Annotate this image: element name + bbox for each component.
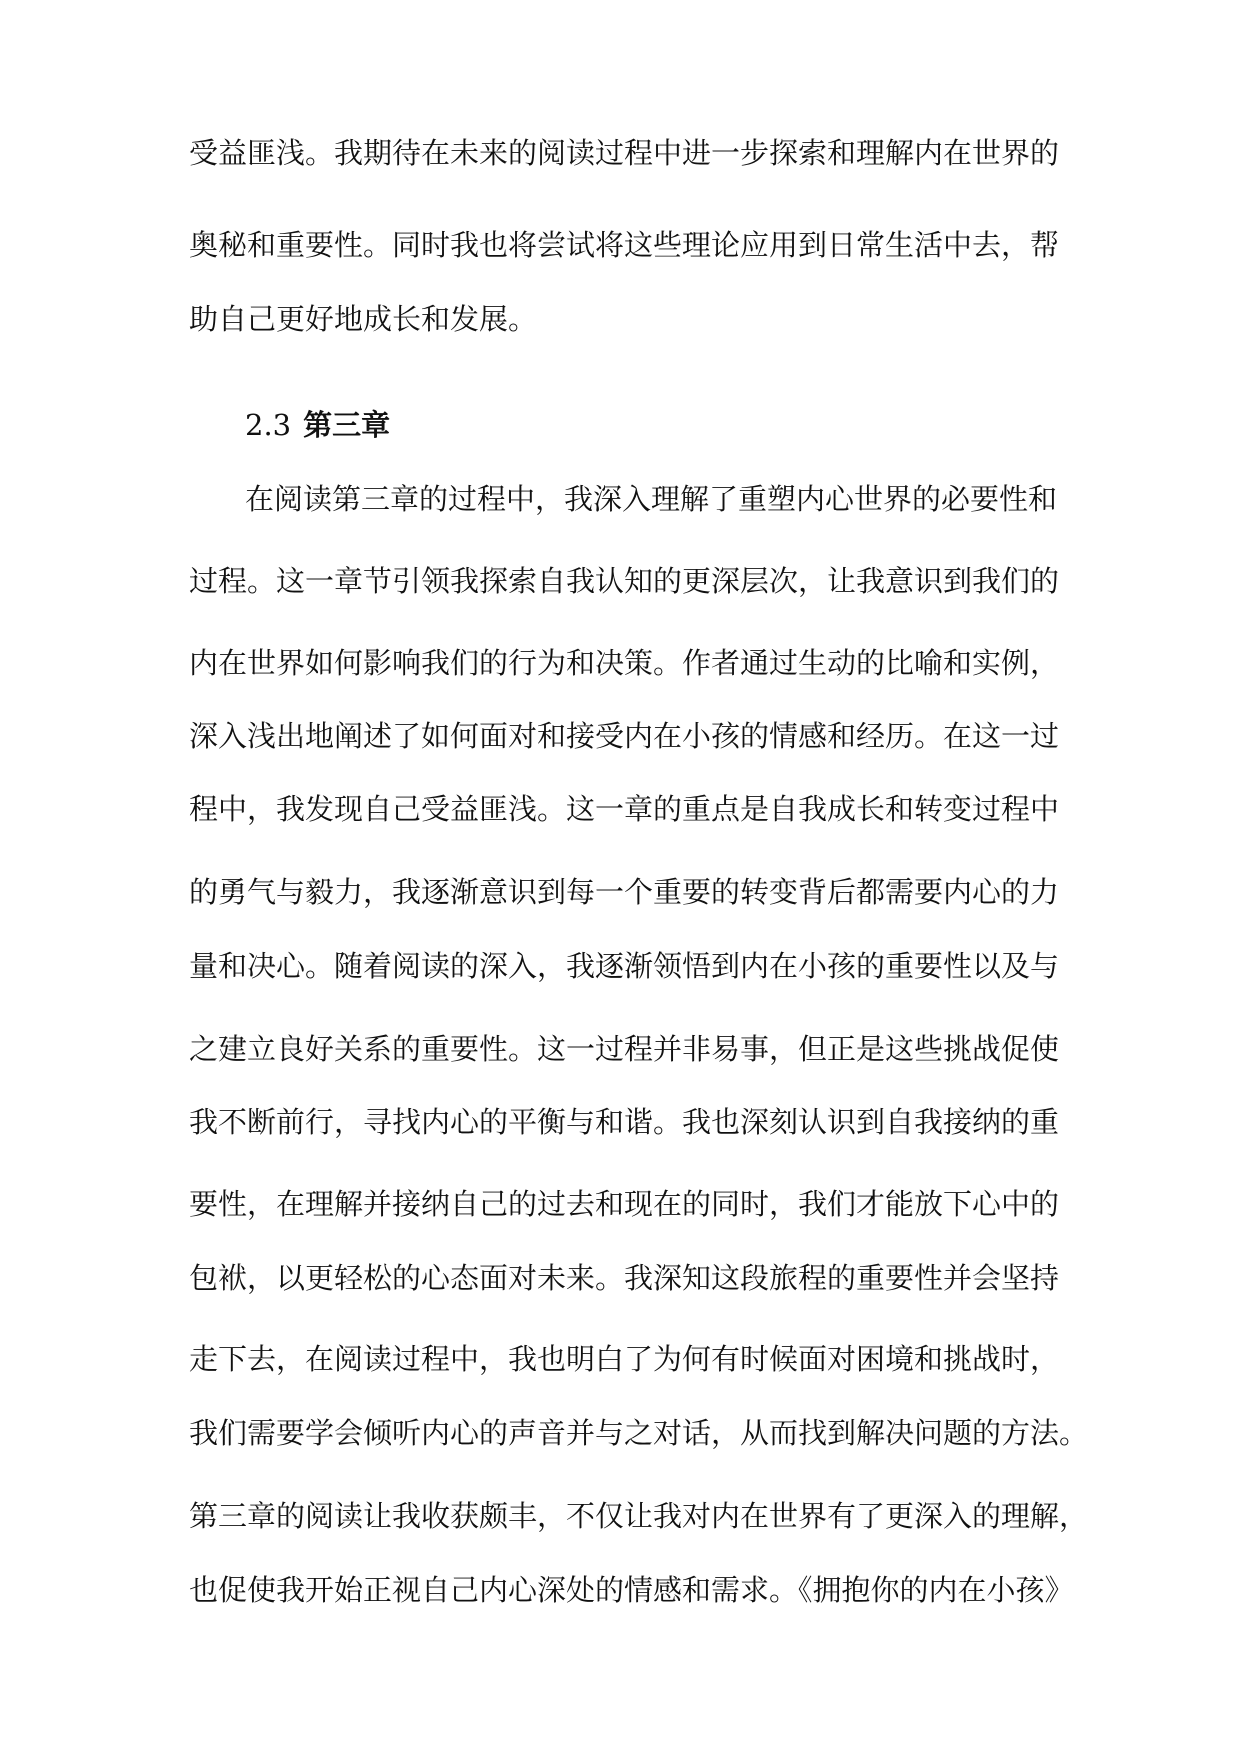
main-line-1: 在阅读第三章的过程中，我深入理解了重塑内心世界的必要性和: [245, 482, 1058, 516]
main-line-15: 也促使我开始正视自己内心深处的情感和需求。《拥抱你的内在小孩》: [189, 1573, 1074, 1607]
section-number: 2.3: [245, 408, 292, 442]
main-line-9: 我不断前行，寻找内心的平衡与和谐。我也深刻认识到自我接纳的重: [189, 1105, 1060, 1139]
main-line-7: 量和决心。随着阅读的深入，我逐渐领悟到内在小孩的重要性以及与: [189, 949, 1060, 983]
section-heading: [245, 405, 390, 445]
main-line-3: 内在世界如何影响我们的行为和决策。作者通过生动的比喻和实例，: [189, 646, 1060, 680]
main-line-10: 要性，在理解并接纳自己的过去和现在的同时，我们才能放下心中的: [189, 1187, 1060, 1221]
main-line-14: 第三章的阅读让我收获颇丰，不仅让我对内在世界有了更深入的理解，: [189, 1499, 1089, 1533]
main-line-2: 过程。这一章节引领我探索自我认知的更深层次，让我意识到我们的: [189, 564, 1060, 598]
main-line-11: 包袱，以更轻松的心态面对未来。我深知这段旅程的重要性并会坚持: [189, 1261, 1060, 1295]
main-line-6: 的勇气与毅力，我逐渐意识到每一个重要的转变背后都需要内心的力: [189, 875, 1060, 909]
main-line-4: 深入浅出地阐述了如何面对和接受内在小孩的情感和经历。在这一过: [189, 719, 1060, 753]
main-line-12: 走下去，在阅读过程中，我也明白了为何有时候面对困境和挑战时，: [189, 1342, 1060, 1376]
intro-line-1: 受益匪浅。我期待在未来的阅读过程中进一步探索和理解内在世界的: [189, 136, 1060, 170]
main-line-5: 程中，我发现自己受益匪浅。这一章的重点是自我成长和转变过程中: [189, 792, 1060, 826]
main-line-8: 之建立良好关系的重要性。这一过程并非易事，但正是这些挑战促使: [189, 1032, 1060, 1066]
main-line-13: 我们需要学会倾听内心的声音并与之对话，从而找到解决问题的方法。: [189, 1416, 1089, 1450]
section-title: 第三章: [303, 408, 391, 442]
intro-line-3: 助自己更好地成长和发展。: [189, 302, 538, 336]
intro-line-2: 奥秘和重要性。同时我也将尝试将这些理论应用到日常生活中去，帮: [189, 228, 1060, 262]
